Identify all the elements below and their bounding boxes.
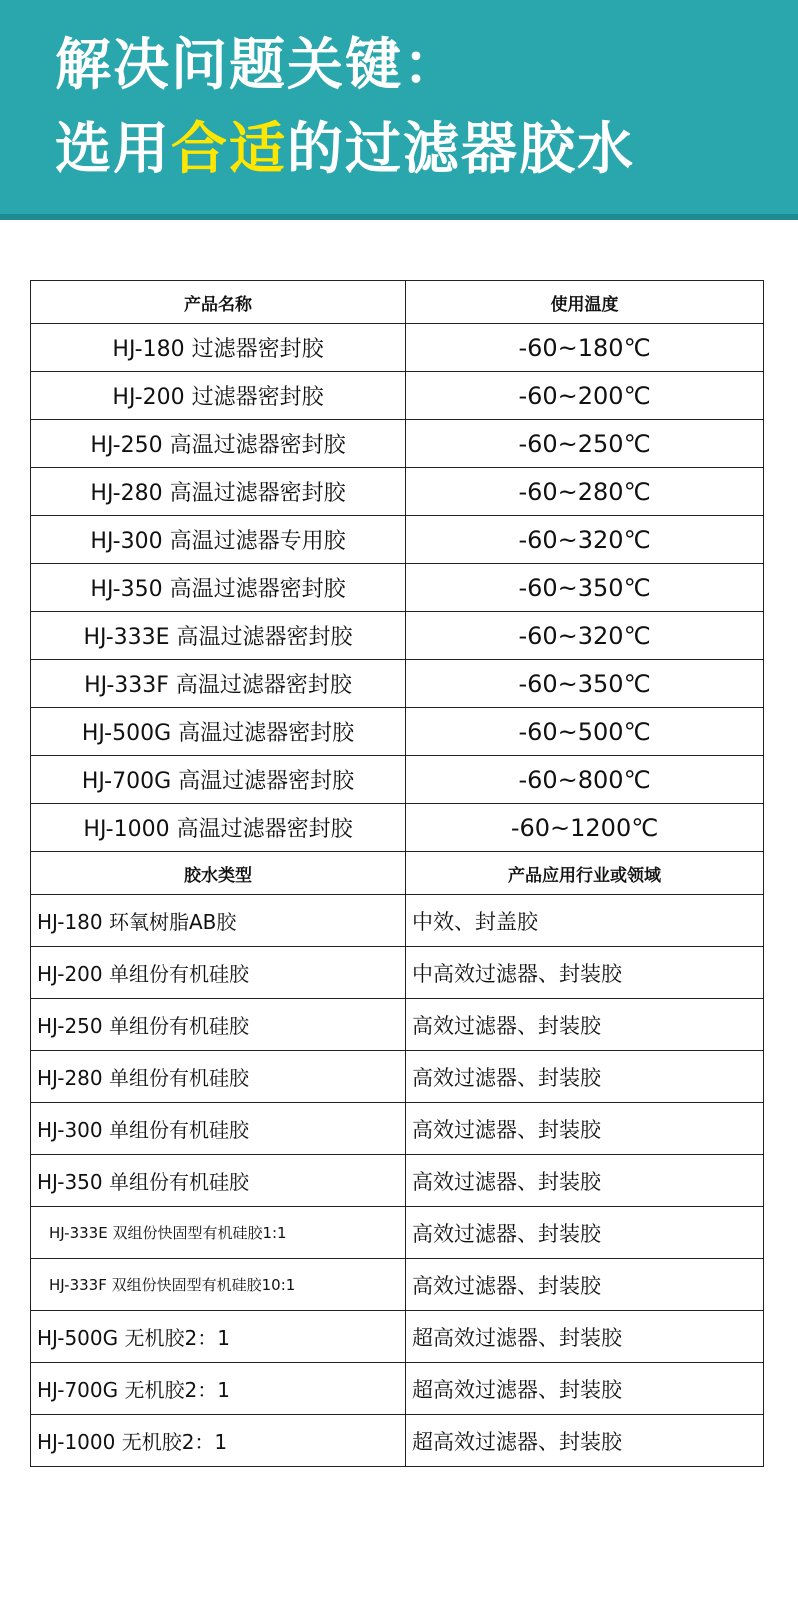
application-cell: 高效过滤器、封装胶 (406, 1207, 764, 1259)
headline-prefix: 选用 (55, 117, 171, 182)
glue-type-cell: HJ-300 单组份有机硅胶 (31, 1103, 406, 1155)
application-cell: 高效过滤器、封装胶 (406, 999, 764, 1051)
product-name-cell: HJ-300 高温过滤器专用胶 (31, 516, 406, 564)
table-row (31, 468, 764, 516)
table2-header-application: 产品应用行业或领域 (406, 852, 764, 895)
glue-type-cell: HJ-333F 双组份快固型有机硅胶10:1 (31, 1259, 406, 1311)
table-row (31, 708, 764, 756)
table-row (31, 1259, 764, 1311)
table-row (31, 516, 764, 564)
table-row (31, 804, 764, 852)
application-cell: 超高效过滤器、封装胶 (406, 1415, 764, 1467)
temperature-cell: -60~320℃ (406, 612, 764, 660)
table-row (31, 999, 764, 1051)
headline-highlight: 合适 (171, 117, 287, 182)
table-row (31, 660, 764, 708)
table-row (31, 1051, 764, 1103)
glue-type-cell: HJ-350 单组份有机硅胶 (31, 1155, 406, 1207)
header-banner (0, 0, 798, 220)
glue-type-cell: HJ-200 单组份有机硅胶 (31, 947, 406, 999)
temperature-cell: -60~280℃ (406, 468, 764, 516)
application-cell: 高效过滤器、封装胶 (406, 1259, 764, 1311)
product-name-cell: HJ-500G 高温过滤器密封胶 (31, 708, 406, 756)
temperature-cell: -60~320℃ (406, 516, 764, 564)
table-row (31, 756, 764, 804)
table2-header-type: 胶水类型 (31, 852, 406, 895)
table2-header-row (31, 852, 764, 895)
application-cell: 中高效过滤器、封装胶 (406, 947, 764, 999)
application-cell: 中效、封盖胶 (406, 895, 764, 947)
table1-header-row (31, 281, 764, 324)
glue-type-cell: HJ-1000 无机胶2：1 (31, 1415, 406, 1467)
table-row (31, 1207, 764, 1259)
glue-type-cell: HJ-250 单组份有机硅胶 (31, 999, 406, 1051)
product-spec-table (30, 280, 764, 1467)
table-row (31, 564, 764, 612)
headline-suffix: 的过滤器胶水 (287, 117, 635, 182)
temperature-cell: -60~350℃ (406, 564, 764, 612)
table-row (31, 612, 764, 660)
table1-header-name: 产品名称 (31, 281, 406, 324)
product-name-cell: HJ-1000 高温过滤器密封胶 (31, 804, 406, 852)
table-row (31, 1103, 764, 1155)
product-name-cell: HJ-350 高温过滤器密封胶 (31, 564, 406, 612)
product-name-cell: HJ-280 高温过滤器密封胶 (31, 468, 406, 516)
glue-type-cell: HJ-180 环氧树脂AB胶 (31, 895, 406, 947)
headline-line-2 (55, 117, 635, 182)
table-row (31, 1415, 764, 1467)
temperature-cell: -60~250℃ (406, 420, 764, 468)
table-row (31, 1311, 764, 1363)
glue-type-cell: HJ-333E 双组份快固型有机硅胶1:1 (31, 1207, 406, 1259)
table-row (31, 947, 764, 999)
headline-line-1: 解决问题关键： (55, 33, 461, 98)
glue-type-cell: HJ-500G 无机胶2：1 (31, 1311, 406, 1363)
glue-type-cell: HJ-280 单组份有机硅胶 (31, 1051, 406, 1103)
glue-type-cell: HJ-700G 无机胶2：1 (31, 1363, 406, 1415)
application-cell: 高效过滤器、封装胶 (406, 1051, 764, 1103)
table1-header-temp: 使用温度 (406, 281, 764, 324)
temperature-cell: -60~800℃ (406, 756, 764, 804)
product-name-cell: HJ-180 过滤器密封胶 (31, 324, 406, 372)
product-name-cell: HJ-200 过滤器密封胶 (31, 372, 406, 420)
table-row (31, 1363, 764, 1415)
table-row (31, 1155, 764, 1207)
table-row (31, 324, 764, 372)
temperature-cell: -60~500℃ (406, 708, 764, 756)
application-cell: 高效过滤器、封装胶 (406, 1103, 764, 1155)
application-cell: 高效过滤器、封装胶 (406, 1155, 764, 1207)
temperature-cell: -60~200℃ (406, 372, 764, 420)
product-name-cell: HJ-333F 高温过滤器密封胶 (31, 660, 406, 708)
product-name-cell: HJ-333E 高温过滤器密封胶 (31, 612, 406, 660)
temperature-cell: -60~1200℃ (406, 804, 764, 852)
product-name-cell: HJ-700G 高温过滤器密封胶 (31, 756, 406, 804)
temperature-cell: -60~180℃ (406, 324, 764, 372)
product-name-cell: HJ-250 高温过滤器密封胶 (31, 420, 406, 468)
table-row (31, 372, 764, 420)
table-row (31, 895, 764, 947)
application-cell: 超高效过滤器、封装胶 (406, 1363, 764, 1415)
table-row (31, 420, 764, 468)
application-cell: 超高效过滤器、封装胶 (406, 1311, 764, 1363)
temperature-cell: -60~350℃ (406, 660, 764, 708)
